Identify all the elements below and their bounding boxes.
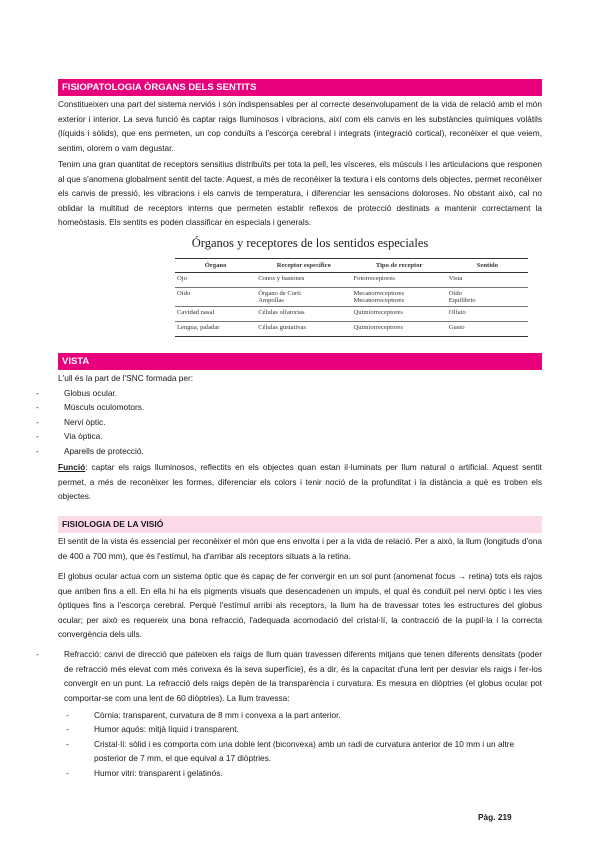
table-cell: Quimiorreceptores: [351, 322, 446, 337]
paragraph-optical-system: El globus ocular actua com un sistema òptic que és capaç de fer convergir en un sol punt (anomenat focus → retina) tots els rajos que arriben fins a ell. En ella hi ha els pigments visuals que desencadenen un impuls, el qual és conduït pel nervi òptic i les vies òptiques fins a l'escorça cerebral. Perquè l'estímul arribi als receptors, la llum ha de travessar totes les estructures del globus ocular; per això es requereix una bona refracció, l'adequada acomodació del cristal·lí, la contracció de la pupil·la i la correcta convergència dels ulls.: [58, 571, 542, 640]
paragraph-receptors: Tenim una gran quantitat de receptors sensitius distribuïts per tota la pell, les vísceres, els músculs i les articulacions que responen al que s'anomena globalment sentit del tacte. Aquest, a més de reconèixer la textura i els contorns dels objectes, permet reconèixer els canvis de pressió, les vibracions i els canvis de temperatura, i diferenciar les sensacions doloroses. No obstant això, cal no oblidar la multitud de receptors interns que permeten establir reflexos de protecció destinats a mantenir correctament la homeòstasis. Els sentits es poden classificar en especials i generals.: [58, 159, 542, 228]
funcio-text: : captar els raigs lluminosos, reflectits en els objectes quan estan il·luminats per llum natural o artificial. Aquest sentit permet, a més de reconèixer les formes, diferenciar els colors i tenir noció de la profunditat i la distància a què es troben els objectes.: [58, 462, 542, 502]
senses-table: [175, 258, 528, 337]
list-item: - Nervi òptic.: [36, 415, 536, 429]
table-cell: Ojo: [175, 273, 256, 288]
table-header: Sentido: [447, 259, 528, 273]
list-item: - Humor vitri: transparent i gelatinós.: [66, 766, 542, 780]
refraccio-text: : canvi de direcció que pateixen els raigs de llum quan travessen diferents mitjans que tenen diferents densitats (poder de refracció més elevat com més convexa és la seva superfície), és a dir, és la capacitat d'una lent per desviar els raigs i fer-los convergir en un punt. La refracció dels raigs depèn de la transparència i curvatura. Es mesura en diòptries (el globus ocular pot comportar-se com una lent de 60 diòptries). La llum travessa:: [64, 649, 542, 703]
table-cell: Gusto: [447, 322, 528, 337]
refraccio-label: Refracció: [64, 649, 100, 659]
list-item: - Cristal·lí: sòlid i es comporta com una doble lent (biconvexa) amb un radi de curvatura anterior de 10 mm i un altre posterior de 7 mm, el que equival a 17 diòptries.: [66, 738, 515, 764]
table-row: [175, 288, 528, 307]
table-cell: Cavidad nasal: [175, 307, 256, 322]
section-heading-vista: VISTA: [58, 353, 542, 370]
table-cell: Mecanorreceptores Mecanorreceptores: [351, 288, 446, 307]
table-cell: Oído: [175, 288, 256, 307]
paragraph-vision-essential: El sentit de la vista és essencial per reconèixer el món que ens envolta i per a la vida de relació. Per a això, la llum (longituds d'ona de 400 a 700 mm), que és l'estímul, ha d'arribar als receptors situats a la retina.: [58, 536, 542, 561]
list-item: - Aparells de protecció.: [36, 444, 536, 458]
dash-marker: -: [66, 767, 69, 778]
table-cell: Lengua, paladar: [175, 322, 256, 337]
refraccio-paragraph: [64, 647, 542, 705]
table-cell: Células gustativas: [256, 322, 351, 337]
list-item: - Via òptica.: [36, 429, 536, 443]
funcio-label: Funció: [58, 462, 86, 472]
dash-marker: -: [36, 416, 39, 427]
dash-marker: -: [66, 738, 69, 749]
dash-marker: -: [36, 431, 39, 442]
eye-parts-list: [36, 386, 536, 458]
refraction-media-list: [66, 708, 542, 780]
dash-marker: -: [66, 724, 69, 735]
table-header: Receptor específico: [256, 259, 351, 273]
table-cell: Fotorreceptores: [351, 273, 446, 288]
page-number: Pàg. 219: [478, 812, 512, 822]
list-item: - Globus ocular.: [36, 386, 536, 400]
table-cell: Células olfatorias: [256, 307, 351, 322]
table-row: [175, 273, 528, 288]
dash-marker: -: [36, 649, 39, 659]
table-title: Órganos y receptores de los sentidos especiales: [191, 236, 429, 250]
dash-marker: -: [36, 445, 39, 456]
table-row: [175, 322, 528, 337]
subsection-heading-fisiologia: FISIOLOGIA DE LA VISIÓ: [58, 516, 542, 533]
dash-marker: -: [36, 402, 39, 413]
table-cell: Olfato: [447, 307, 528, 322]
list-item: - Humor aquós: mitjà líquid i transparent.: [66, 722, 542, 736]
table-header: Órgano: [175, 259, 256, 273]
funcio-paragraph: [58, 460, 542, 504]
list-item: - Còrnia: transparent, curvatura de 8 mm i convexa a la part anterior.: [66, 708, 542, 722]
table-cell: Vista: [447, 273, 528, 288]
table-cell: Oído Equilibrio: [447, 288, 528, 307]
dash-marker: -: [66, 710, 69, 720]
table-cell: Quimiorreceptores: [351, 307, 446, 322]
vista-intro: L'ull és la part de l'SNC formada per:: [58, 373, 194, 383]
table-cell: Órgano de Corti Ampollas: [256, 288, 351, 307]
section-heading-fisiopatologia: FISIOPATOLOGIA ÒRGANS DELS SENTITS: [58, 79, 542, 96]
paragraph-intro: Constitueixen una part del sistema nerviós i són indispensables per al correcte desenvolupament de la vida de relació amb el món exterior i interior. La seva funció és captar raigs lluminosos i vibracions, així com els canvis en les substàncies químiques volàtils (líquids i sòlids), que ens permeten, un cop conduïts a l'escorça cerebral i integrats (integració cortical), reconèixer el que veiem, sentim, olorem o vam degustar.: [58, 99, 542, 153]
list-item: - Músculs oculomotors.: [36, 400, 536, 414]
table-header: Tipo de receptor: [351, 259, 446, 273]
dash-marker: -: [36, 388, 39, 398]
table-cell: Conos y bastones: [256, 273, 351, 288]
table-row: [175, 307, 528, 322]
table-header-row: [175, 259, 528, 273]
